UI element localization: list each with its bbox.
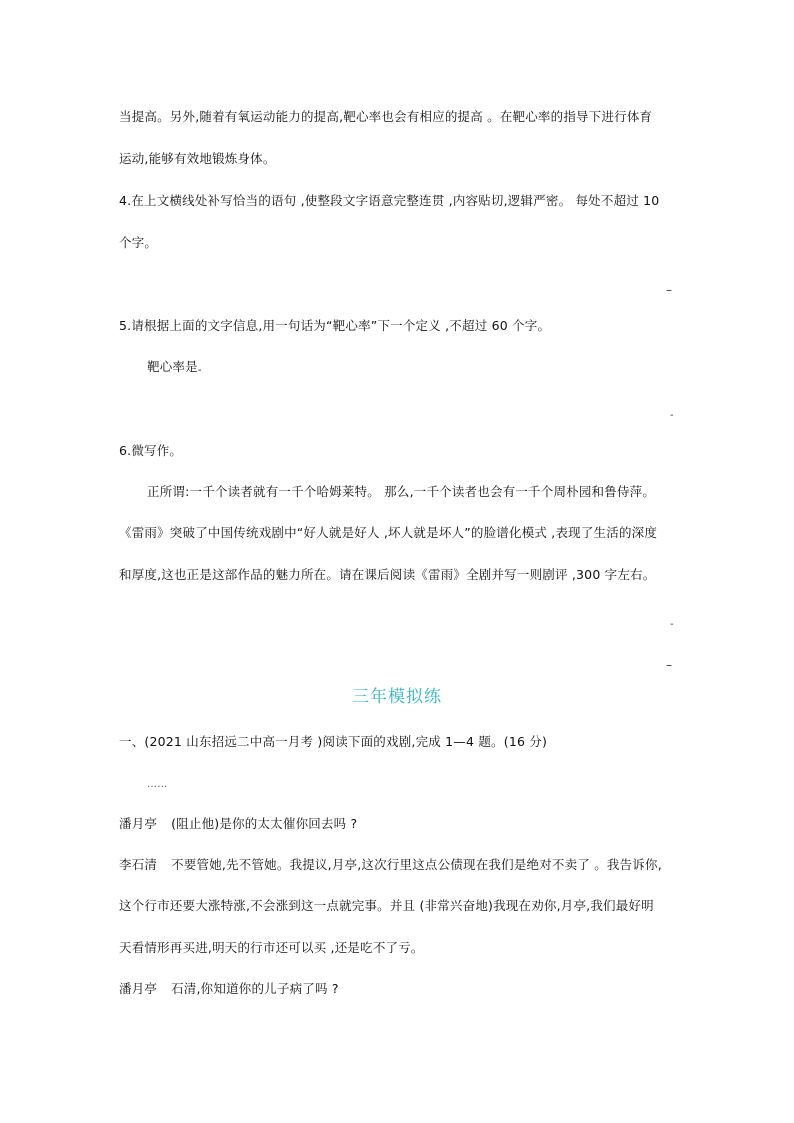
section-intro: 一、(2021 山东招远二中高一月考 )阅读下面的戏剧,完成 1—4 题。(16 分) — [119, 734, 548, 749]
question-6-line: 《雷雨》突破了中国传统戏剧中“好人就是好人 ,坏人就是坏人”的脸谱化模式 ,表现了生活的深度 — [119, 525, 658, 540]
ellipsis: …… — [147, 779, 168, 790]
answer-prefix — [147, 359, 202, 379]
speaker-name: 潘月亭 — [119, 981, 158, 996]
dialogue-text: (阻止他)是你的太太催你回去吗 ? — [171, 816, 358, 831]
answer-blank-mark: - — [197, 365, 202, 376]
dialogue-line: 天看情形再买进,明天的行市还可以买 ,还是吃不了亏。 — [119, 940, 424, 955]
question-4-line: 4.在上文横线处补写恰当的语句 ,使整段文字语意完整连贯 ,内容贴切,逻辑严密。 每处不超过 10 — [119, 193, 660, 208]
dialogue-line — [119, 981, 339, 997]
answer-prefix-text: 靶心率是 — [147, 359, 198, 374]
answer-blank-mark: - — [670, 619, 674, 630]
answer-blank-mark: – — [666, 658, 672, 672]
speaker-name: 潘月亭 — [119, 816, 158, 831]
dialogue-line: 这个行市还要大涨特涨,不会涨到这一点就完事。并且 (非常兴奋地)我现在劝你,月亭,我们最好明 — [119, 898, 654, 913]
question-4-line: 个字。 — [119, 235, 158, 250]
speaker-name: 李石清 — [119, 857, 158, 872]
section-title: 三年模拟练 — [352, 687, 442, 707]
answer-blank-mark: – — [666, 283, 672, 297]
question-6-heading: 6.微写作。 — [119, 443, 183, 458]
dialogue-line — [119, 816, 357, 832]
question-5-line: 5.请根据上面的文字信息,用一句话为“靶心率”下一个定义 ,不超过 60 个字。 — [119, 318, 551, 333]
paragraph-line: 运动,能够有效地锻炼身体。 — [119, 151, 276, 166]
dialogue-text: 不要管她,先不管她。我提议,月亭,这次行里这点公债现在我们是绝对不卖了 。我告诉你, — [171, 857, 662, 872]
question-6-line: 正所谓:一千个读者就有一千个哈姆莱特。 那么,一千个读者也会有一千个周朴园和鲁侍萍。 — [147, 484, 656, 499]
dialogue-line — [119, 857, 662, 873]
paragraph-line: 当提高。另外,随着有氧运动能力的提高,靶心率也会有相应的提高 。在靶心率的指导下进行体育 — [119, 109, 653, 124]
dialogue-text: 石清,你知道你的儿子病了吗 ? — [171, 981, 339, 996]
question-6-line: 和厚度,这也正是这部作品的魅力所在。请在课后阅读《雷雨》全剧并写一则剧评 ,300 字左右。 — [119, 567, 656, 582]
answer-blank-mark: - — [670, 410, 674, 421]
